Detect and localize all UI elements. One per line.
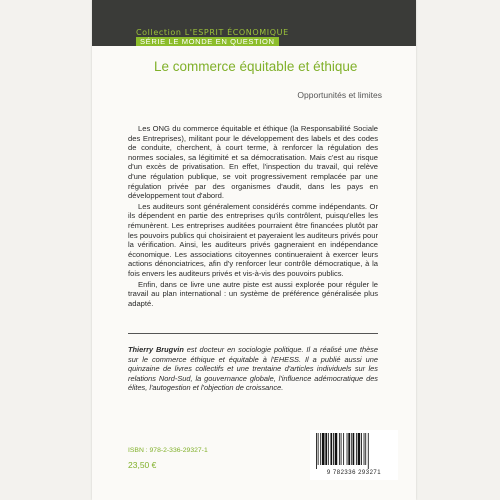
blurb [128,124,378,308]
book-back-cover [92,0,416,500]
collection-line: Collection L'ESPRIT ÉCONOMIQUE [136,28,289,37]
barcode-number: 9 782336 293271 [326,470,382,476]
barcode [310,430,398,480]
price: 23,50 € [128,460,157,470]
isbn: ISBN : 978-2-336-29327-1 [128,447,208,454]
book-subtitle: Opportunités et limites [297,90,382,100]
divider [128,333,378,334]
author-name: Thierry Brugvin [128,345,184,354]
blurb-paragraph-1: Les ONG du commerce équitable et éthique (la Responsabilité Sociale des Entreprises), militant pour le développement des labels et des codes de conduite, cherchent, à court terme, à renforcer la régulation des normes sociales, sa légitimité et sa démocratisation. Mais c'est au risque d'un excès de privatisation. En effet, l'inspection du travail, qui relève d'une régulation publique, se voit progressivement remplacée par une régulation privée par des organismes d'audit, dans les pays en développement tout d'abord. [128,124,378,201]
book-title: Le commerce équitable et éthique [154,59,358,74]
series-label: SÉRIE LE MONDE EN QUESTION [136,37,279,46]
author-bio-text: est docteur en sociologie politique. Il a réalisé une thèse sur le commerce éthique et équitable à l'EHESS. Il a publié aussi une quinzaine de livres collectifs et une trentaine d'articles individuels sur les relations Nord-Sud, la gouvernance globale, l'influence adémocratique des élites, l'autogestion et l'objection de croissance. [128,345,378,393]
barcode-bars [316,433,392,469]
blurb-paragraph-2: Les auditeurs sont généralement considérés comme indépendants. Or ils dépendent en partie des entreprises qu'ils contrôlent, puisqu'elles les rémunèrent. Les entreprises auditées pourraient être financées plutôt par les pouvoirs publics qui choisiraient et payeraient les auditeurs privés pour la vérification. Ainsi, les auditeurs privés gagneraient en indépendance économique. Les associations citoyennes continueraient à exercer leurs actions dénonciatrices, afin d'y renforcer leur contrôle démocratique, à la fois envers les auditeurs privés et vis-à-vis des pouvoirs publics. [128,201,378,278]
blurb-paragraph-3: Enfin, dans ce livre une autre piste est aussi explorée pour réguler le travail au plan international : un système de préférence généralisée plus adapté. [128,279,378,308]
header-band [92,0,416,46]
author-bio [128,345,378,393]
